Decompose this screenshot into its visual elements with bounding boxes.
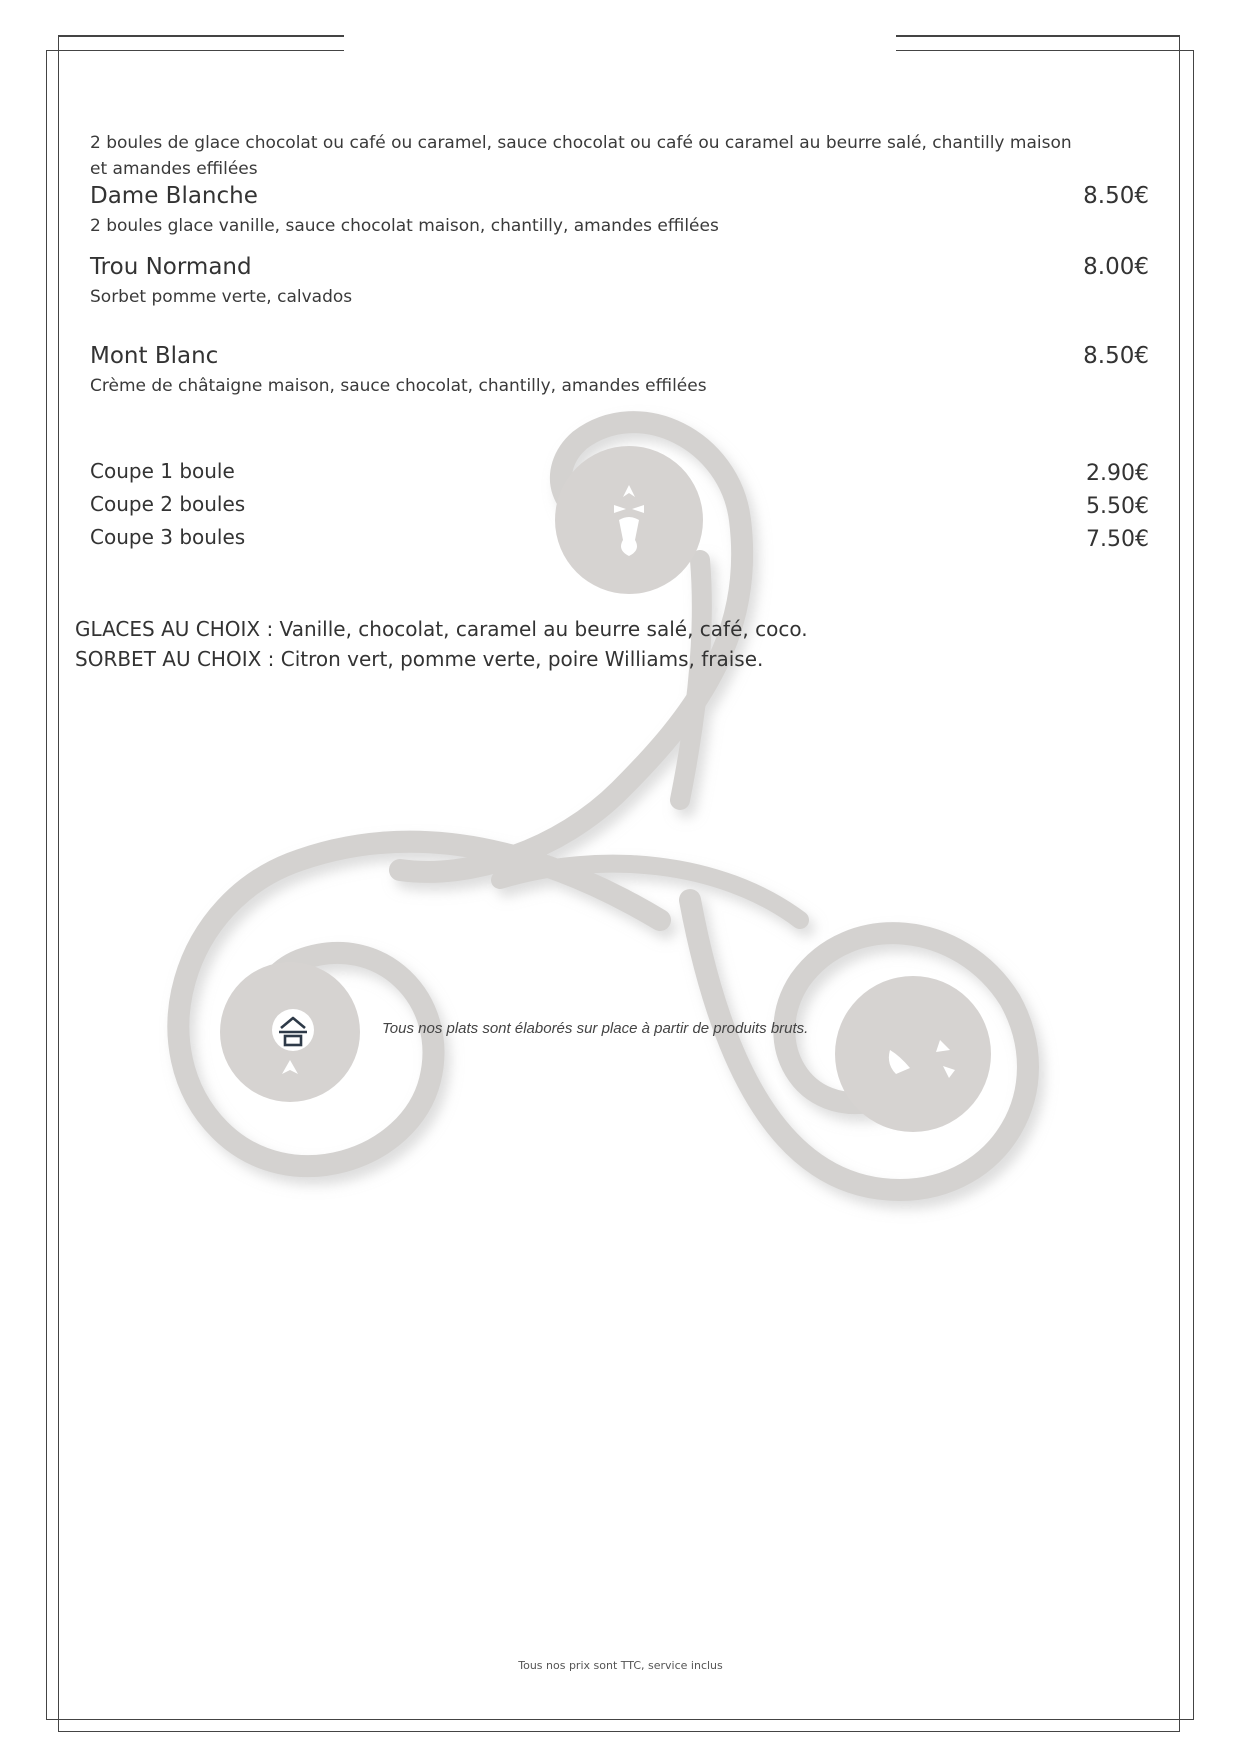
- coupe-price: 7.50€: [1086, 527, 1149, 552]
- coupe-label: Coupe 1 boule: [90, 459, 235, 483]
- item-price-mont-blanc: 8.50€: [1083, 343, 1149, 369]
- item-name-mont-blanc: Mont Blanc: [90, 343, 219, 369]
- item-name-trou-normand: Trou Normand: [90, 254, 252, 280]
- frame-gap: [344, 30, 896, 58]
- item-desc-dame-blanche: 2 boules glace vanille, sauce chocolat maison, chantilly, amandes effilées: [90, 216, 719, 236]
- coupe-label: Coupe 3 boules: [90, 525, 246, 549]
- item-desc-trou-normand: Sorbet pomme verte, calvados: [90, 287, 353, 307]
- item-name-dame-blanche: Dame Blanche: [90, 183, 258, 209]
- item-desc-mont-blanc: Crème de châtaigne maison, sauce chocolat, chantilly, amandes effilées: [90, 376, 707, 396]
- top-rule-right: [896, 35, 1180, 36]
- house-icon: [271, 1008, 315, 1052]
- sundae-intro-desc: 2 boules de glace chocolat ou café ou caramel, sauce chocolat ou café ou caramel au beurre salé, chantilly maison et amandes effilées: [90, 133, 1072, 179]
- coupe-price: 5.50€: [1086, 494, 1149, 519]
- sorbets-choice-note: SORBET AU CHOIX : Citron vert, pomme verte, poire Williams, fraise.: [75, 647, 764, 671]
- top-rule-left: [58, 35, 344, 36]
- coupe-label: Coupe 2 boules: [90, 492, 246, 516]
- coupe-price: 2.90€: [1086, 461, 1149, 486]
- glaces-choice-note: GLACES AU CHOIX : Vanille, chocolat, caramel au beurre salé, café, coco.: [75, 617, 808, 641]
- item-price-dame-blanche: 8.50€: [1083, 183, 1149, 209]
- item-price-trou-normand: 8.00€: [1083, 254, 1149, 280]
- prices-note: Tous nos prix sont TTC, service inclus: [518, 1659, 723, 1672]
- homemade-note: Tous nos plats sont élaborés sur place à partir de produits bruts.: [382, 1020, 809, 1037]
